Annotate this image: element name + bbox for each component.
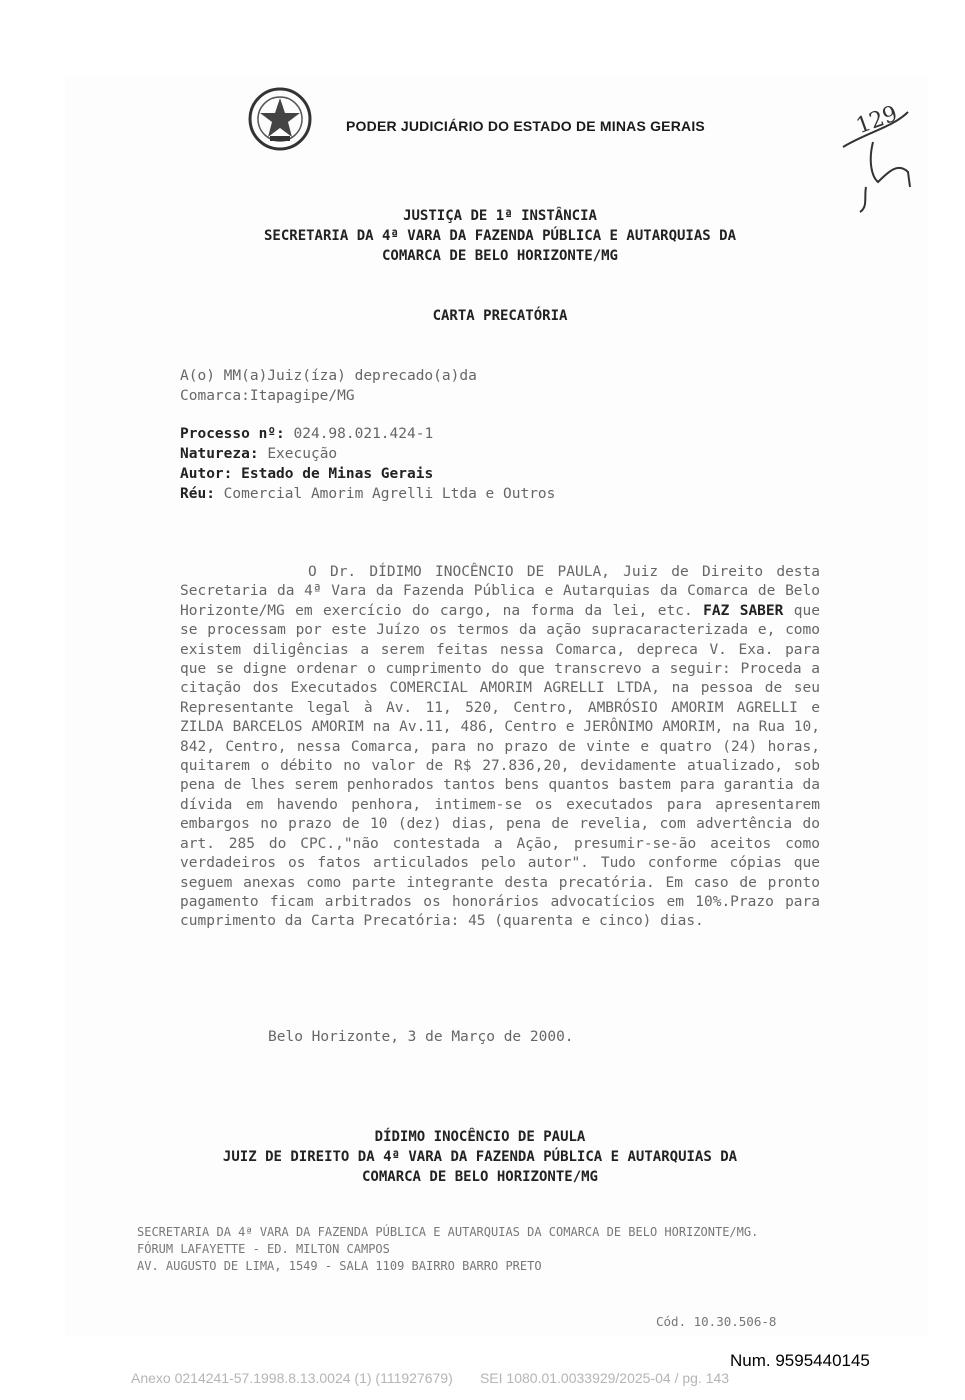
state-seal-icon [244, 86, 316, 152]
judge-title-2: COMARCA DE BELO HORIZONTE/MG [361, 1169, 598, 1185]
footer-line-3: AV. AUGUSTO DE LIMA, 1549 - SALA 1109 BAIRRO BARRO PRETO [137, 1259, 542, 1273]
body-part-1: O Dr. DÍDIMO INOCÊNCIO DE PAULA, Juiz de Direito desta Secretaria da 4ª Vara da Fazenda Pública e Autarquias da Comarca de Belo Horizonte/MG em exercício do cargo, na forma da lei, etc. [180, 564, 820, 619]
natureza-label: Natureza: [180, 446, 259, 462]
addressee-line-1: A(o) MM(a)Juiz(íza) deprecado(a)da [180, 368, 477, 384]
judge-name: DÍDIMO INOCÊNCIO DE PAULA [374, 1129, 586, 1145]
case-details [180, 424, 555, 504]
addressee-line-2: Comarca:Itapagipe/MG [180, 388, 355, 404]
processo-label: Processo nº: [180, 426, 285, 442]
footer-line-1: SECRETARIA DA 4ª VARA DA FAZENDA PÚBLICA E AUTARQUIAS DA COMARCA DE BELO HORIZONTE/MG. [137, 1225, 759, 1239]
faz-saber: FAZ SABER [703, 602, 784, 619]
comarca-line: COMARCA DE BELO HORIZONTE/MG [381, 248, 618, 264]
processo-value: 024.98.021.424-1 [293, 426, 434, 442]
form-code: Cód. 10.30.506-8 [656, 1314, 777, 1329]
handwritten-initials [838, 92, 918, 217]
court-name: PODER JUDICIÁRIO DO ESTADO DE MINAS GERAIS [346, 118, 705, 134]
reu-value: Comercial Amorim Agrelli Ltda e Outros [223, 486, 556, 502]
footer-address [137, 1224, 819, 1275]
date-line: Belo Horizonte, 3 de Março de 2000. [268, 1029, 574, 1045]
handwritten-page-number: 129 [852, 101, 901, 140]
natureza-value: Execução [267, 446, 338, 462]
document-number: Num. 9595440145 [730, 1351, 870, 1370]
letter-body [180, 563, 820, 932]
judge-title-1: JUIZ DE DIREITO DA 4ª VARA DA FAZENDA PÚBLICA E AUTARQUIAS DA [222, 1149, 738, 1165]
annex-stamp: Anexo 0214241-57.1998.8.13.0024 (1) (111927679) SEI 1080.01.0033929/2025-04 / pg. 143 [131, 1370, 730, 1386]
instance-line: JUSTIÇA DE 1ª INSTÂNCIA [403, 208, 597, 224]
body-part-2: que se processam por este Juízo os termos da ação supracaracterizada e, como existem diligências a serem feitas nessa Comarca, depreca V. Exa. para que se digne ordenar o cumprimento do que transcrevo a seguir: Proceda a citação dos Executados COMERCIAL AMORIM AGRELLI LTDA, na pessoa de seu Representante legal à Av. 11, 520, Centro, AMBRÓSIO AMORIM AGRELLI e ZILDA BARCELOS AMORIM na Av.11, 486, Centro e JERÔNIMO AMORIM, na Rua 10, 842, Centro, nessa Comarca, para no prazo de vinte e quatro (24) horas, quitarem o débito no valor de R$ 27.836,20, devidamente atualizado, sob pena de lhes serem penhorados tantos bens quantos bastem para garantia da dívida em havendo penhora, intimem-se os executados para apresentarem embargos no prazo de 10 (dez) dias, pena de revelia, com advertência do art. 285 do CPC.,"não contestada a Ação, presumir-se-ão aceitos como verdadeiros os fatos articulados pelo autor". Tudo conforme cópias que seguem anexas como parte integrante desta precatória. Em caso de pronto pagamento ficam arbitrados os honorários advocatícios em 10%.Prazo para cumprimento da Carta Precatória: 45 (quarenta e cinco) dias. [180, 602, 820, 930]
addressee [180, 366, 477, 406]
footer-line-2: FÓRUM LAFAYETTE - ED. MILTON CAMPOS [137, 1242, 390, 1256]
reu-label: Réu: [180, 486, 215, 502]
secretaria-line: SECRETARIA DA 4ª VARA DA FAZENDA PÚBLICA E AUTARQUIAS DA [263, 228, 736, 244]
document-title: CARTA PRECATÓRIA [432, 308, 568, 324]
autor-label: Autor: [180, 466, 233, 482]
autor-value: Estado de Minas Gerais [241, 466, 434, 482]
